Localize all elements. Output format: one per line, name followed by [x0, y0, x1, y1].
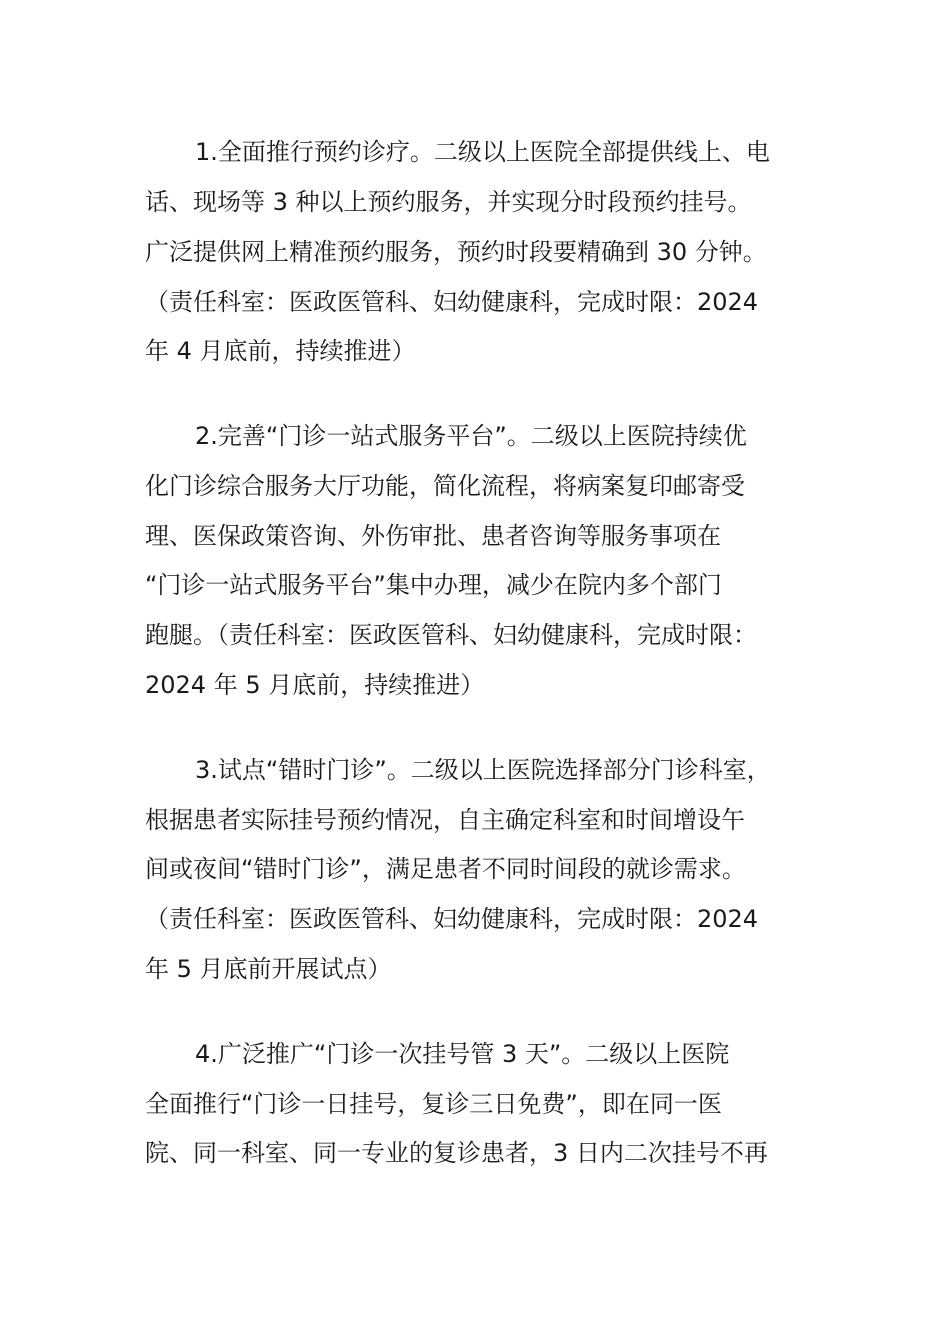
paragraph-line: 1.全面推行预约诊疗。二级以上医院全部提供线上、电 [195, 138, 770, 166]
paragraph-line: 2.完善“门诊一站式服务平台”。二级以上医院持续优 [195, 422, 747, 450]
paragraph-line: 院、同一科室、同一专业的复诊患者，3 日内二次挂号不再 [145, 1139, 768, 1167]
paragraph-line: 3.试点“错时门诊”。二级以上医院选择部分门诊科室， [195, 756, 771, 784]
paragraph-line: 话、现场等 3 种以上预约服务，并实现分时段预约挂号。 [145, 188, 752, 216]
paragraph-line: 间或夜间“错时门诊”，满足患者不同时间段的就诊需求。 [145, 855, 746, 883]
paragraph-line: 年 5 月底前开展试点） [145, 955, 392, 983]
paragraph-line: 根据患者实际挂号预约情况，自主确定科室和时间增设午 [145, 806, 745, 834]
paragraph-line: 4.广泛推广“门诊一次挂号管 3 天”。二级以上医院 [195, 1040, 730, 1068]
paragraph-line: 化门诊综合服务大厅功能，简化流程，将病案复印邮寄受 [145, 472, 745, 500]
paragraph-line: （责任科室：医政医管科、妇幼健康科，完成时限：2024 [145, 905, 759, 933]
paragraph-line: （责任科室：医政医管科、妇幼健康科，完成时限：2024 [145, 288, 759, 316]
paragraph-line: 全面推行“门诊一日挂号，复诊三日免费”，即在同一医 [145, 1090, 722, 1118]
paragraph-line: 年 4 月底前，持续推进） [145, 337, 416, 365]
paragraph-line: 2024 年 5 月底前，持续推进） [145, 671, 485, 699]
paragraph-line: 跑腿。（责任科室：医政医管科、妇幼健康科，完成时限： [145, 621, 757, 649]
paragraph-line: 广泛提供网上精准预约服务，预约时段要精确到 30 分钟。 [145, 238, 767, 266]
paragraph-line: “门诊一站式服务平台”集中办理，减少在院内多个部门 [145, 571, 722, 599]
paragraph-line: 理、医保政策咨询、外伤审批、患者咨询等服务事项在 [145, 522, 721, 550]
